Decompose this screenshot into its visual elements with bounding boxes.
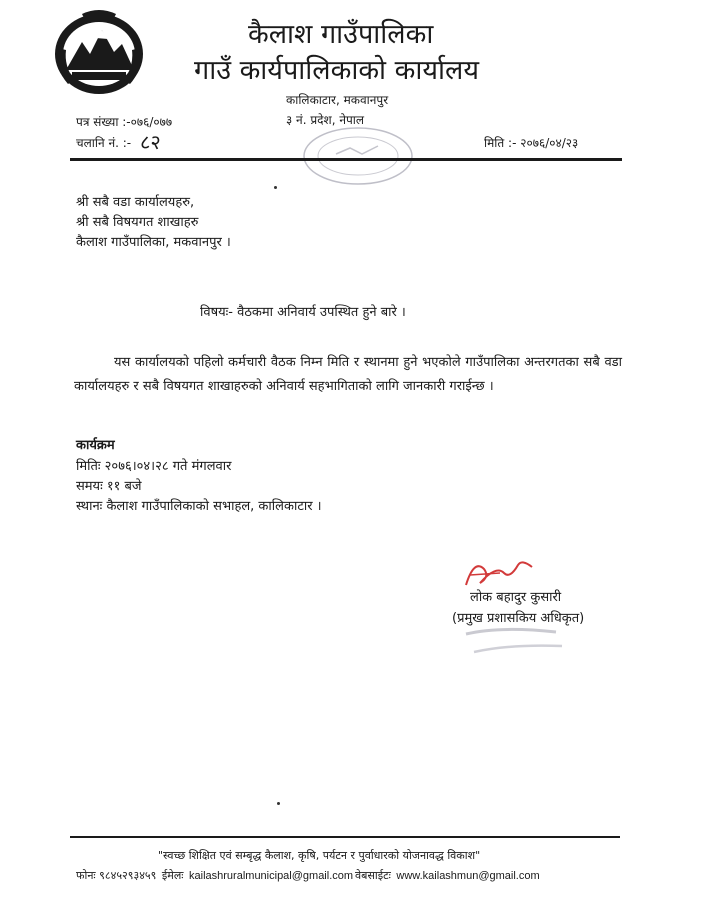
footer-website[interactable]: www.kailashmun@gmail.com <box>396 870 540 882</box>
office-stamp <box>300 124 418 190</box>
signature <box>460 555 540 591</box>
letter-body: यस कार्यालयको पहिलो कर्मचारी वैठक निम्न मिति र स्थानमा हुने भएकोले गाउँपालिका अन्तरगतका सबै वडा कार्यालयहरु र सबै विषयगत शाखाहरुको अनिवार्य सहभागिताको लागि जानकारी गराईन्छ । <box>74 355 622 394</box>
footer-contact <box>76 868 542 883</box>
recipient-line-2: श्री सबै विषयगत शाखाहरु <box>76 215 199 230</box>
program-heading: कार्यक्रम <box>76 438 115 453</box>
chalani-label: चलानि नं. :- <box>76 136 132 150</box>
program-place: स्थानः कैलाश गाउँपालिकाको सभाहल, कालिकाटार । <box>76 499 322 514</box>
recipient-line-1: श्री सबै वडा कार्यालयहरु, <box>76 195 195 210</box>
footer-divider <box>70 836 620 838</box>
nepal-emblem-logo <box>52 8 146 96</box>
footer-email[interactable]: kailashruralmunicipal@gmail.com <box>189 870 354 882</box>
address-line-1: कालिकाटार, मकवानपुर <box>286 93 389 107</box>
footer-motto: "स्वच्छ शिक्षित एवं सम्बृद्ध कैलाश, कृषि, पर्यटन र पुर्वाधारको योजनावद्ध विकाश" <box>158 849 481 862</box>
footer-email-label: ईमेलः <box>161 869 184 882</box>
signatory-title: (प्रमुख प्रशासकिय अधिकृत) <box>452 611 585 626</box>
signatory-stamp <box>460 622 570 670</box>
chalani-number: ८२ <box>140 130 161 154</box>
header-divider <box>70 158 622 161</box>
program-date: मितिः २०७६।०४।२८ गते मंगलवार <box>76 459 232 474</box>
footer-phone: फोनः ९८४५२९३४५९ <box>76 869 157 882</box>
address-line-2: ३ नं. प्रदेश, नेपाल <box>286 113 365 127</box>
letter-subject: विषयः- वैठकमा अनिवार्य उपस्थित हुने बारे । <box>200 305 406 320</box>
recipient-line-3: कैलाश गाउँपालिका, मकवानपुर । <box>76 235 231 250</box>
signatory-name: लोक बहादुर कुसारी <box>470 590 562 605</box>
patra-sankhya: पत्र संख्या :-०७६/०७७ <box>76 115 173 129</box>
speck <box>277 802 280 805</box>
letter-date: मिति :- २०७६/०४/२३ <box>484 136 579 150</box>
speck <box>274 186 277 189</box>
program-time: समयः ११ बजे <box>76 479 142 494</box>
office-title: कैलाश गाउँपालिका <box>248 19 434 50</box>
footer-website-label: वेबसाईटः <box>355 869 391 882</box>
office-subtitle: गाउँ कार्यपालिकाको कार्यालय <box>194 55 479 86</box>
